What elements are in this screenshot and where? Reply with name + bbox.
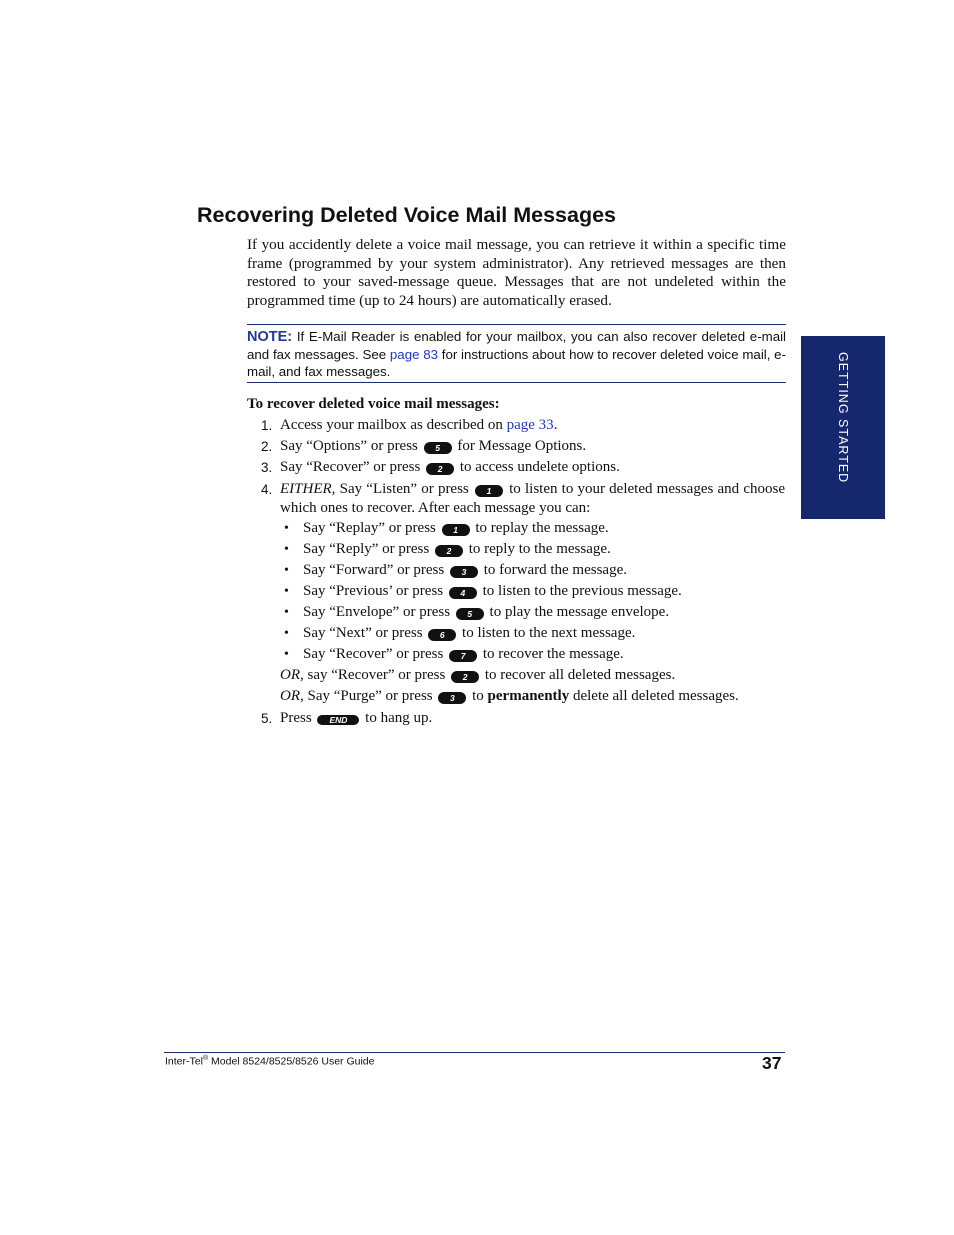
note-text-after: for instructions about how to recover deleted voice mail, e-mail, and fax messages.	[247, 347, 786, 379]
step-1-end: .	[553, 417, 558, 433]
or-recover-all	[280, 666, 675, 685]
step-4-end: to listen to your deleted messages and choose which ones to recover. After each message you can:	[280, 481, 785, 516]
list-item	[303, 582, 682, 601]
key-6-icon: 6	[428, 629, 456, 641]
key-1-icon: 1	[475, 485, 503, 497]
bullet-text: Say “Next” or press	[303, 625, 427, 641]
bullet-end: to listen to the next message.	[458, 625, 636, 641]
step-3	[280, 458, 620, 477]
key-2-icon: 2	[451, 671, 479, 683]
key-3-icon: 3	[438, 692, 466, 704]
bullet-end: to listen to the previous message.	[478, 583, 682, 599]
step-4	[280, 480, 785, 518]
step-3-text: Say “Recover” or press	[280, 459, 425, 475]
side-tab-label: GETTING STARTED	[836, 352, 850, 484]
step-4-number: 4.	[261, 482, 273, 497]
registered-mark: ®	[202, 1055, 209, 1062]
or-purge	[280, 687, 739, 706]
or-purge-mid: to	[468, 688, 488, 704]
step-5	[280, 709, 432, 728]
bullet-end: to forward the message.	[479, 562, 628, 578]
key-5-icon: 5	[424, 442, 452, 454]
bullet-end: to reply to the message.	[464, 541, 611, 557]
key-3-icon: 3	[450, 566, 478, 578]
step-1-number: 1.	[261, 418, 273, 433]
step-5-number: 5.	[261, 711, 273, 726]
bullet-text: Say “Reply” or press	[303, 541, 433, 557]
key-end-icon: END	[317, 715, 359, 725]
step-5-end: to hang up.	[361, 710, 433, 726]
step-1-page-link[interactable]: page 33	[506, 417, 554, 433]
list-item	[303, 540, 611, 559]
step-2	[280, 437, 586, 456]
bullet-text: Say “Replay” or press	[303, 520, 440, 536]
page-number: 37	[762, 1053, 782, 1073]
or-recover-end: to recover all deleted messages.	[481, 667, 676, 683]
intro-paragraph: If you accidently delete a voice mail message, you can retrieve it within a specific time frame (programmed by your system administrator). Any retrieved messages are then restored to your saved-message queue. Messages that are not undeleted within the programmed time (up to 24 hours) are automatically erased.	[247, 236, 786, 309]
bullet-dot: •	[284, 521, 289, 536]
step-2-number: 2.	[261, 439, 273, 454]
bullet-text: Say “Envelope” or press	[303, 604, 454, 620]
bullet-dot: •	[284, 647, 289, 662]
bullet-dot: •	[284, 584, 289, 599]
footer-model: Model 8524/8525/8526 User Guide	[208, 1055, 375, 1068]
bullet-end: to replay the message.	[471, 520, 609, 536]
list-item	[303, 519, 609, 538]
key-7-icon: 7	[449, 650, 477, 662]
or-purge-end: delete all deleted messages.	[569, 688, 739, 704]
step-1	[280, 416, 557, 435]
key-1-icon: 1	[442, 524, 470, 536]
bullet-dot: •	[284, 605, 289, 620]
footer-guide-title	[165, 1055, 374, 1068]
step-2-end: for Message Options.	[453, 438, 587, 454]
note-page-link[interactable]: page 83	[389, 347, 439, 362]
bullet-dot: •	[284, 542, 289, 557]
or-label: OR,	[280, 667, 304, 683]
bullet-dot: •	[284, 563, 289, 578]
step-3-number: 3.	[261, 460, 273, 475]
step-1-text: Access your mailbox as described on	[280, 417, 507, 433]
footer-brand: Inter-Tel	[165, 1055, 203, 1068]
step-2-text: Say “Options” or press	[280, 438, 422, 454]
key-2-icon: 2	[435, 545, 463, 557]
note-text-before: If E-Mail Reader is enabled for your mailbox, you can also recover deleted e-mail and fax messages. See	[247, 329, 786, 362]
permanently-emphasis: permanently	[487, 688, 570, 704]
step-4-text: Say “Listen” or press	[335, 481, 473, 497]
bullet-text: Say “Previous’ or press	[303, 583, 447, 599]
note-label: NOTE:	[247, 329, 293, 345]
bullet-text: Say “Forward” or press	[303, 562, 448, 578]
or-purge-text: Say “Purge” or press	[303, 688, 437, 704]
bullet-end: to recover the message.	[479, 646, 624, 662]
bullet-end: to play the message envelope.	[485, 604, 670, 620]
step-3-end: to access undelete options.	[456, 459, 620, 475]
list-item	[303, 645, 624, 664]
note-box	[247, 324, 786, 383]
section-title: Recovering Deleted Voice Mail Messages	[197, 203, 617, 227]
list-item	[303, 603, 669, 622]
key-4-icon: 4	[449, 587, 477, 599]
bullet-text: Say “Recover” or press	[303, 646, 448, 662]
key-5-icon: 5	[456, 608, 484, 620]
or-recover-text: say “Recover” or press	[303, 667, 450, 683]
list-item	[303, 561, 627, 580]
step-4-either: EITHER,	[280, 481, 336, 497]
bullet-dot: •	[284, 626, 289, 641]
footer-divider	[164, 1052, 785, 1053]
procedure-heading: To recover deleted voice mail messages:	[247, 396, 500, 412]
step-5-text: Press	[280, 710, 316, 726]
or-label: OR,	[280, 688, 304, 704]
key-2-icon: 2	[426, 463, 454, 475]
list-item	[303, 624, 635, 643]
